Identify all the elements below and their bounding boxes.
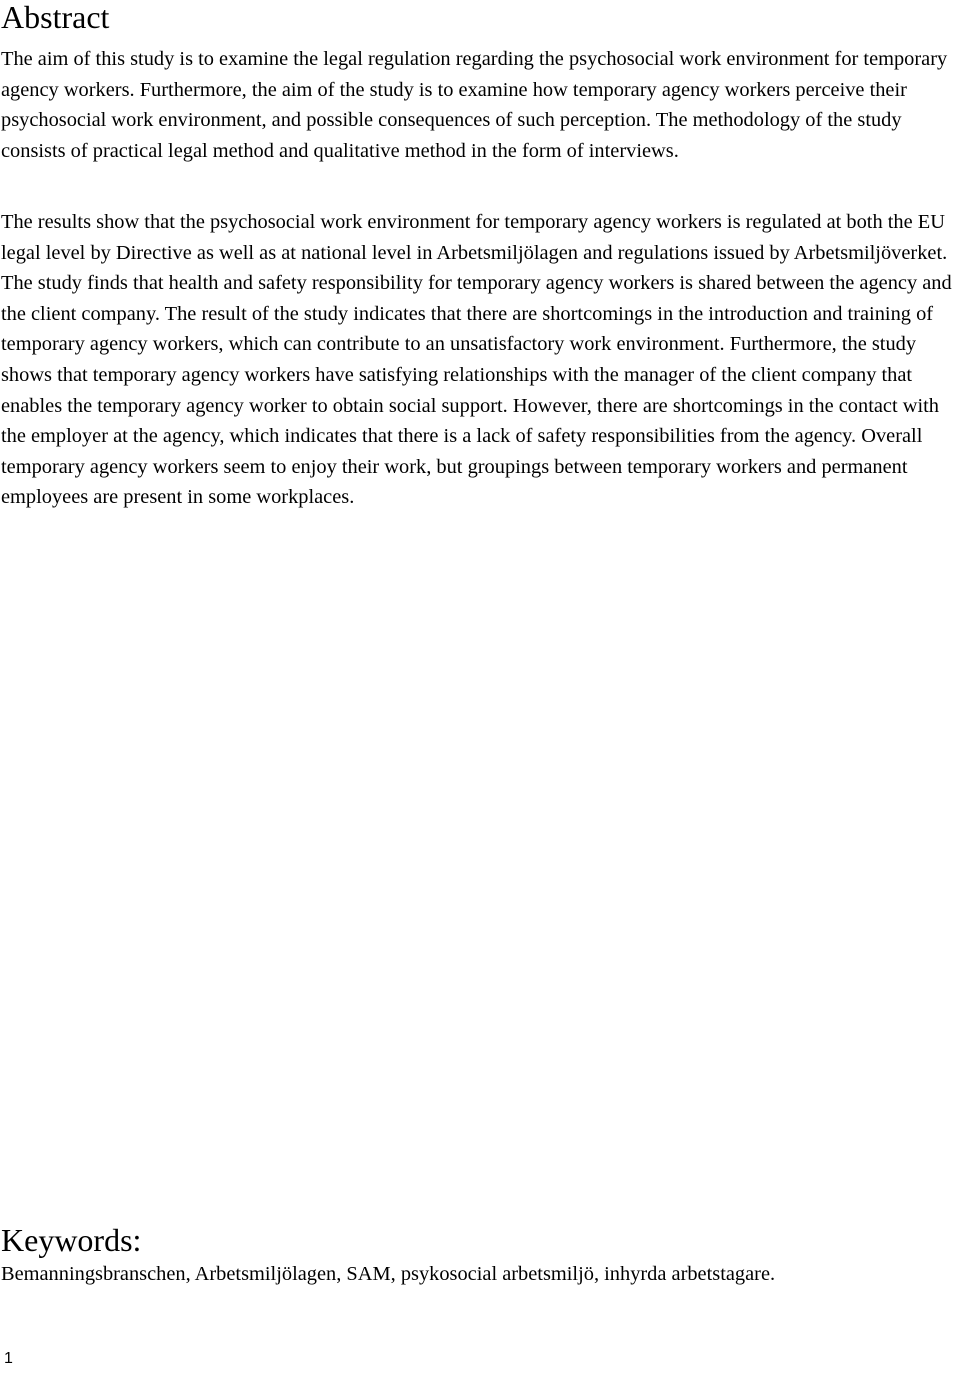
abstract-paragraph-results: The results show that the psychosocial work environment for temporary agency workers is regulated at both the EU legal level by Directive as well as at national level in Arbetsmiljölagen and regulations issued by Arbetsmiljöverket. The study finds that health and safety responsibility for temporary agency workers is shared between the agency and the client company. The result of the study indicates that there are shortcomings in the introduction and training of temporary agency workers, which can contribute to an unsatisfactory work environment. Furthermore, the study shows that temporary agency workers have satisfying relationships with the manager of the client company that enables the temporary agency worker to obtain social support. However, there are shortcomings in the contact with the employer at the agency, which indicates that there is a lack of safety responsibilities from the agency. Overall temporary agency workers seem to enjoy their work, but groupings between temporary workers and permanent employees are present in some workplaces. [1,211,952,509]
page-number: 1 [4,1350,13,1367]
abstract-paragraph-aim: The aim of this study is to examine the legal regulation regarding the psychosocial work environment for temporary agency workers. Furthermore, the aim of the study is to examine how temporary agency workers perceive their psychosocial work environment, and possible consequences of such perception. The methodology of the study consists of practical legal method and qualitative method in the form of interviews. [1,48,948,162]
keywords-heading: Keywords: [1,1222,142,1258]
abstract-heading: Abstract [1,0,110,35]
keywords-list: Bemanningsbranschen, Arbetsmiljölagen, SAM, psykosocial arbetsmiljö, inhyrda arbetstagare. [1,1263,776,1285]
